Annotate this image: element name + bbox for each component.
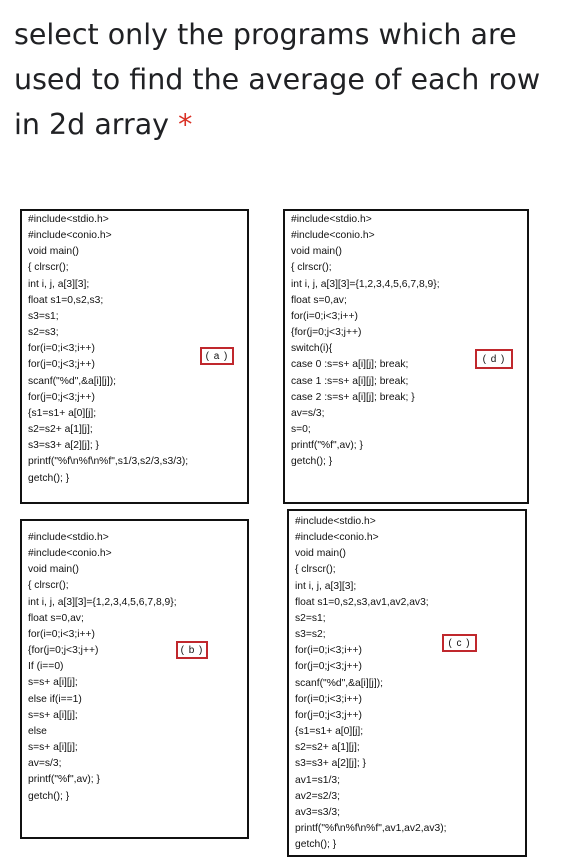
program-image-a[interactable] bbox=[20, 209, 249, 504]
question-line-3-text: in 2d array bbox=[14, 108, 170, 141]
program-d-label: ( d ) bbox=[475, 349, 513, 369]
program-c-label: ( c ) bbox=[442, 634, 477, 652]
required-asterisk: * bbox=[178, 108, 193, 141]
program-image-c[interactable] bbox=[287, 509, 527, 857]
program-a-code: #include<stdio.h> #include<conio.h> void main() { clrscr(); int i, j, a[3][3]; float s1=0,s2,s3; s3=s1; s2=s3; for(i=0;i<3;i++) for(j=0;j<3;j++) scanf("%d",&a[i][j]); for(j=0;j<3;j++) {s1=s1+ a[0][j]; s2=s2+ a[1][j]; s3=s3+ a[2][j]; } printf("%f\n%f\n%f",s1/3,s2/3,s3/3); getch(); } bbox=[28, 214, 189, 484]
program-b-label: ( b ) bbox=[176, 641, 208, 659]
question-title bbox=[14, 12, 570, 147]
question-line-3 bbox=[14, 102, 570, 147]
question-line-2: used to find the average of each row bbox=[14, 63, 541, 96]
program-a-label: ( a ) bbox=[200, 347, 234, 365]
program-image-d[interactable] bbox=[283, 209, 529, 504]
program-b-code: #include<stdio.h> #include<conio.h> void main() { clrscr(); int i, j, a[3][3]={1,2,3,4,5,6,7,8,9}; float s=0,av; for(i=0;i<3;i++) {for(j=0;j<3;j++) If (i==0) s=s+ a[i][j]; else if(i==1) s=s+ a[i][j]; else s=s+ a[i][j]; av=s/3; printf("%f",av); } getch(); } bbox=[28, 532, 177, 802]
program-c-code: #include<stdio.h> #include<conio.h> void main() { clrscr(); int i, j, a[3][3]; float s1=0,s2,s3,av1,av2,av3; s2=s1; s3=s2; for(i=0;i<3;i++) for(j=0;j<3;j++) scanf("%d",&a[i][j]); for(i=0;i<3;i++) for(j=0;j<3;j++) {s1=s1+ a[0][j]; s2=s2+ a[1][j]; s3=s3+ a[2][j]; } av1=s1/3; av2=s2/3; av3=s3/3; printf("%f\n%f\n%f",av1,av2,av3); getch(); } bbox=[295, 516, 447, 851]
program-d-code: #include<stdio.h> #include<conio.h> void main() { clrscr(); int i, j, a[3][3]={1,2,3,4,5,6,7,8,9}; float s=0,av; for(i=0;i<3;i++) {for(j=0;j<3;j++) switch(i){ case 0 :s=s+ a[i][j]; break; case 1 :s=s+ a[i][j]; break; case 2 :s=s+ a[i][j]; break; } av=s/3; s=0; printf("%f",av); } getch(); } bbox=[291, 214, 440, 468]
program-image-b[interactable] bbox=[20, 519, 249, 839]
question-line-1: select only the programs which are bbox=[14, 18, 517, 51]
